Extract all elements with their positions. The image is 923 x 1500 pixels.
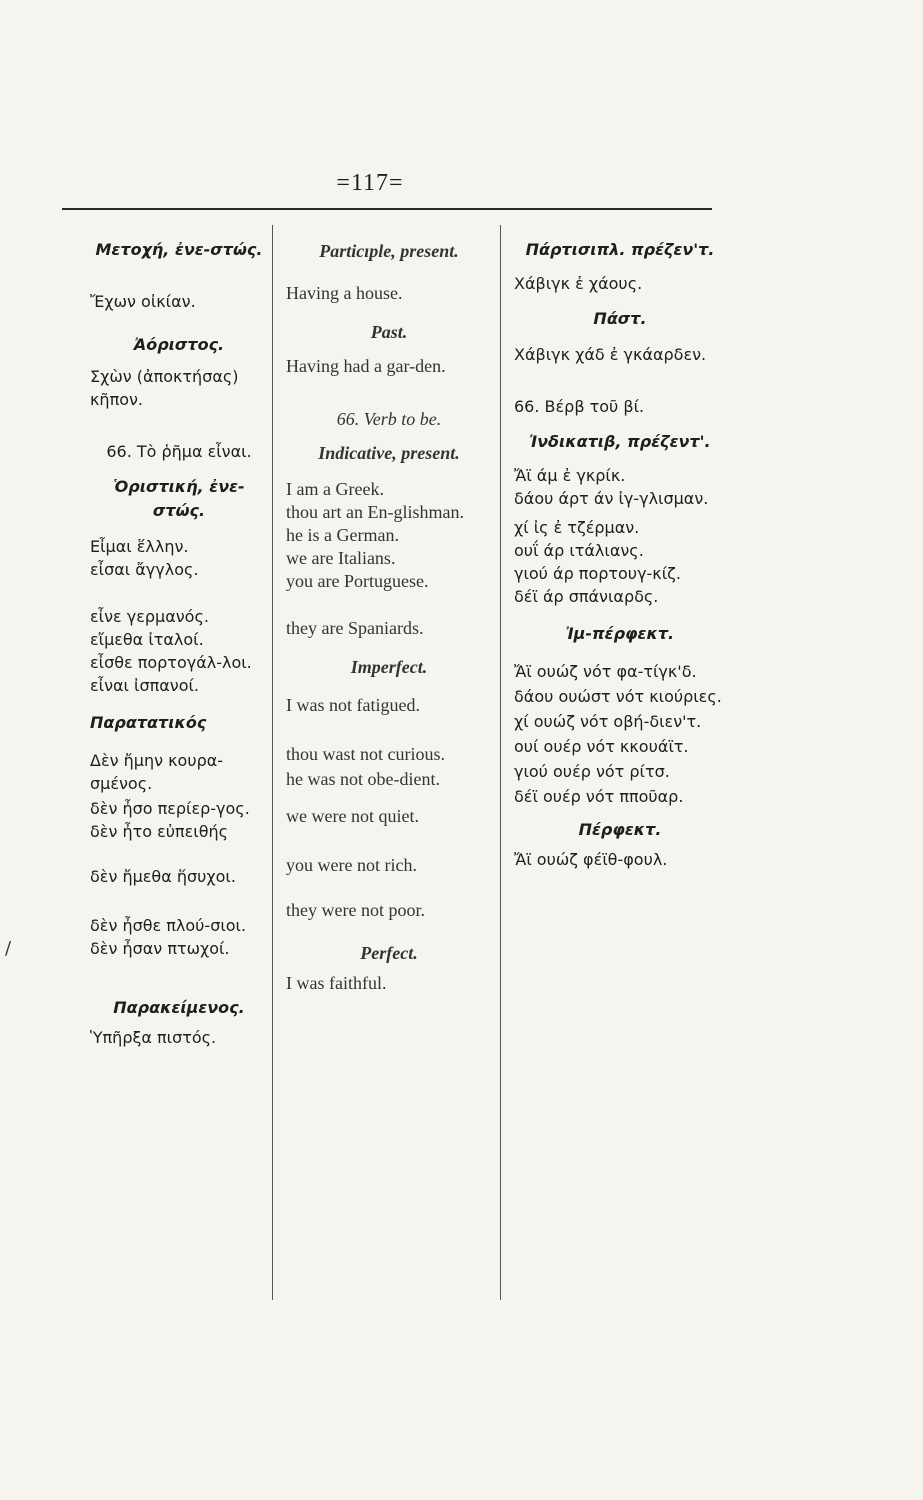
english-heading-participle: Particıple, present. (319, 241, 459, 261)
greek-line: Σχὼν (ἀποκτήσας) κῆπον. (90, 367, 239, 409)
translit-line: Ἄϊ άμ ἐ γκρίκ. (514, 466, 626, 485)
translit-line: δάου ουώστ νότ κιούριες. (514, 687, 722, 706)
greek-line: δὲν ἦτο εὐπειθής (90, 822, 229, 841)
english-line: I was faithful. (286, 973, 387, 993)
greek-line: Δὲν ἤμην κουρα-σμένος. (90, 751, 224, 793)
english-line: I was not fatigued. (286, 695, 420, 715)
translit-line: ουί ουέρ νότ κκουάϊτ. (514, 737, 689, 756)
translit-section-66: 66. Βέρβ τοῦ βί. (514, 397, 645, 416)
greek-line: δὲν ἦσθε πλού-σιοι. (90, 916, 247, 935)
margin-mark: / (5, 938, 12, 959)
translit-line: Χάβιγκ χάδ ἐ γκάαρδεν. (514, 345, 707, 364)
english-line: Having had a gar-den. (286, 356, 446, 376)
translit-line: χί ἰς ἐ τζέρμαν. (514, 518, 640, 537)
translit-line: Ἄϊ ουώζ νότ φα-τίγκ'δ. (514, 662, 697, 681)
translit-heading-imperfect: Ἰμ-πέρφεκτ. (565, 624, 675, 643)
english-heading-perfect: Perfect. (360, 943, 418, 963)
greek-line: εἴμεθα ἰταλοί. (90, 630, 204, 649)
greek-line: Εἶμαι ἕλλην. (90, 537, 189, 556)
greek-line: δὲν ἤμεθα ἥσυχοι. (90, 867, 236, 886)
greek-heading-aorist: Ἀόριστος. (133, 335, 225, 354)
greek-section-66: 66. Τὸ ῥῆμα εἶναι. (106, 442, 252, 461)
english-line: Having a house. (286, 283, 403, 303)
column-divider-left (272, 225, 273, 1300)
translit-heading-indicative: Ἰνδικατιβ, πρέζεντ'. (529, 432, 711, 451)
translit-line: Χάβιγκ ἐ χάους. (514, 274, 643, 293)
transliteration-column (514, 238, 726, 871)
english-line: thou art an En-glishman. (286, 502, 464, 522)
english-heading-indicative: Indicative, present. (318, 443, 460, 463)
english-line: he was not obe-dient. (286, 769, 440, 789)
english-line: he is a German. (286, 525, 399, 545)
greek-line: εἶσθε πορτογάλ-λοι. (90, 653, 252, 672)
translit-line: δέϊ ουέρ νότ πποῦαρ. (514, 787, 684, 806)
english-line: we were not quiet. (286, 806, 419, 826)
translit-line: χί ουώζ νότ οβή-διεν'τ. (514, 712, 702, 731)
translit-line: γιού άρ πορτουγ-κίζ. (514, 564, 681, 583)
translit-heading-participle: Πάρτισιπλ. πρέζεν'τ. (525, 240, 715, 259)
greek-line: εἶνε γερμανός. (90, 607, 209, 626)
greek-heading-imperfect: Παρατατικός (90, 713, 207, 732)
english-line: you are Portuguese. (286, 571, 429, 591)
english-line: thou wast not curious. (286, 744, 445, 764)
translit-line: Ἄϊ ουώζ φέϊθ-φουλ. (514, 850, 668, 869)
greek-heading-perfect: Παρακείμενος. (113, 998, 245, 1017)
english-line: I am a Greek. (286, 479, 384, 499)
column-divider-right (500, 225, 501, 1300)
page-number: =117= (336, 170, 404, 196)
greek-line: εἶσαι ἄγγλος. (90, 560, 199, 579)
greek-heading-indicative: Ὁριστική, ἐνε-στώς. (113, 477, 245, 520)
greek-line: Ὑπῆρξα πιστός. (90, 1028, 217, 1047)
greek-line: δὲν ἦσαν πτωχοί. (90, 939, 230, 958)
english-line: you were not rich. (286, 855, 417, 875)
english-column (286, 238, 492, 995)
greek-line: εἶναι ἰσπανοί. (90, 676, 200, 695)
english-line: they were not poor. (286, 900, 425, 920)
translit-heading-perfect: Πέρφεκτ. (578, 820, 662, 839)
english-section-66: 66. Verb to be. (336, 409, 442, 429)
greek-line: Ἔχων οἰκίαν. (90, 292, 196, 311)
translit-line: δάου άρτ άν ἰγ-γλισμαν. (514, 489, 709, 508)
english-line: they are Spaniards. (286, 618, 424, 638)
translit-line: ουΐ άρ ιτάλιανς. (514, 541, 644, 560)
english-heading-past: Past. (370, 322, 408, 342)
greek-column (90, 238, 268, 1049)
translit-line: γιού ουέρ νότ ρίτσ. (514, 762, 670, 781)
greek-heading-participle: Μετοχή, ἐνε-στώς. (95, 240, 263, 259)
greek-line: δὲν ἦσο περίερ-γος. (90, 799, 250, 818)
translit-line: δέϊ άρ σπάνιαρδς. (514, 587, 659, 606)
english-heading-imperfect: Imperfect. (350, 657, 428, 677)
header-rule (62, 208, 712, 210)
translit-heading-past: Πάστ. (593, 309, 647, 328)
english-line: we are Italians. (286, 548, 396, 568)
